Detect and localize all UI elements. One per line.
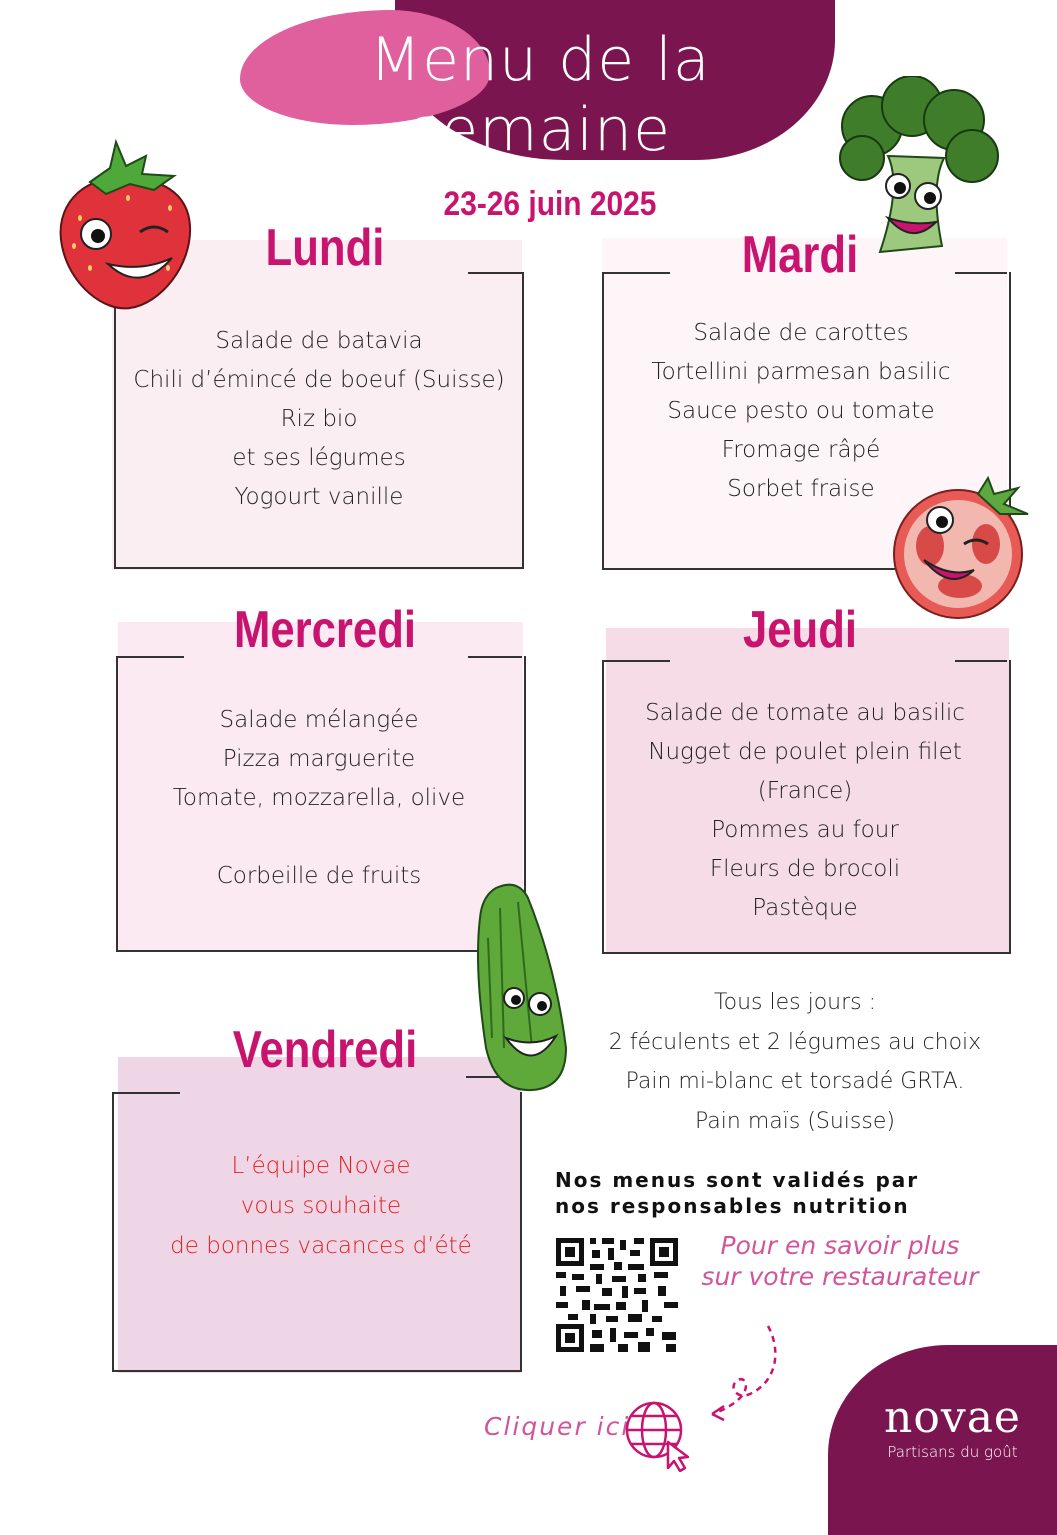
friday-message <box>112 1146 530 1266</box>
card-tick <box>955 660 1007 662</box>
menu-item: Fleurs de brocoli <box>709 856 901 882</box>
menu-item: Pastèque <box>752 895 858 921</box>
tomato-mascot-icon <box>878 474 1038 624</box>
card-tick <box>116 656 184 658</box>
message-line: de bonnes vacances d’été <box>170 1233 472 1259</box>
card-tick <box>468 656 522 658</box>
menu-item: Corbeille de fruits <box>216 863 422 889</box>
thursday-title: Jeudi <box>742 601 858 659</box>
menu-item: Pommes au four <box>711 817 899 843</box>
menu-item: Salade de carottes <box>693 320 909 346</box>
message-line: L’équipe Novae <box>231 1153 411 1179</box>
monday-title: Lundi <box>265 219 385 277</box>
cucumber-mascot-icon <box>466 878 576 1098</box>
menu-item: Nugget de poulet plein filet <box>648 739 962 765</box>
menu-item: Yogourt vanille <box>234 484 404 510</box>
monday-menu <box>114 322 524 517</box>
more-info-line: Pour en savoir plus <box>720 1231 960 1260</box>
card-tick <box>602 272 670 274</box>
everyday-line: Pain maïs (Suisse) <box>695 1108 895 1134</box>
dashed-arrow-icon <box>706 1322 786 1422</box>
broccoli-mascot-icon <box>832 76 1002 262</box>
validation-line: Nos menus sont validés par <box>555 1168 920 1192</box>
click-here-link[interactable]: Cliquer ici <box>484 1412 631 1441</box>
tuesday-title: Mardi <box>741 226 859 284</box>
thursday-menu <box>604 694 1006 928</box>
card-tick <box>602 660 670 662</box>
menu-item: Pizza marguerite <box>222 746 416 772</box>
more-info-link[interactable] <box>690 1230 990 1292</box>
wednesday-menu <box>116 701 522 896</box>
menu-item: Salade de batavia <box>215 328 423 354</box>
page-title: Menu de la semaine <box>369 25 711 165</box>
everyday-line: 2 féculents et 2 légumes au choix <box>608 1029 982 1055</box>
card-tick <box>112 1092 180 1094</box>
menu-item: (France) <box>757 778 853 804</box>
menu-item: Sorbet fraise <box>727 476 875 502</box>
menu-item: et ses légumes <box>232 445 406 471</box>
menu-item: Tortellini parmesan basilic <box>651 359 951 385</box>
menu-item: Sauce pesto ou tomate <box>667 398 935 424</box>
menu-item: Chili d’émincé de boeuf (Suisse) <box>133 367 505 393</box>
nutrition-validation-note <box>555 1167 975 1219</box>
menu-item: Tomate, mozzarella, olive <box>172 785 466 811</box>
strawberry-mascot-icon <box>50 138 200 318</box>
date-range: 23-26 juin 2025 <box>443 185 657 223</box>
everyday-line: Tous les jours : <box>713 990 877 1015</box>
menu-item: Salade de tomate au basilic <box>645 700 965 726</box>
everyday-line: Pain mi-blanc et torsadé GRTA. <box>625 1069 965 1094</box>
brand-tagline: Partisans du goût <box>887 1443 1018 1461</box>
friday-title: Vendredi <box>232 1021 418 1079</box>
wednesday-title: Mercredi <box>233 601 417 659</box>
validation-line: nos responsables nutrition <box>555 1194 910 1218</box>
card-tick <box>468 272 522 274</box>
everyday-info <box>585 983 1005 1141</box>
globe-cursor-icon[interactable] <box>622 1396 698 1472</box>
message-line: vous souhaite <box>240 1193 402 1219</box>
card-tick <box>955 272 1007 274</box>
more-info-line: sur votre restaurateur <box>701 1262 979 1291</box>
brand-logo: novae <box>884 1392 1021 1443</box>
menu-item: Salade mélangée <box>219 707 419 733</box>
qr-code-icon[interactable] <box>554 1236 680 1354</box>
menu-item <box>116 818 522 857</box>
menu-item: Riz bio <box>280 406 358 432</box>
menu-item: Fromage râpé <box>721 437 881 463</box>
